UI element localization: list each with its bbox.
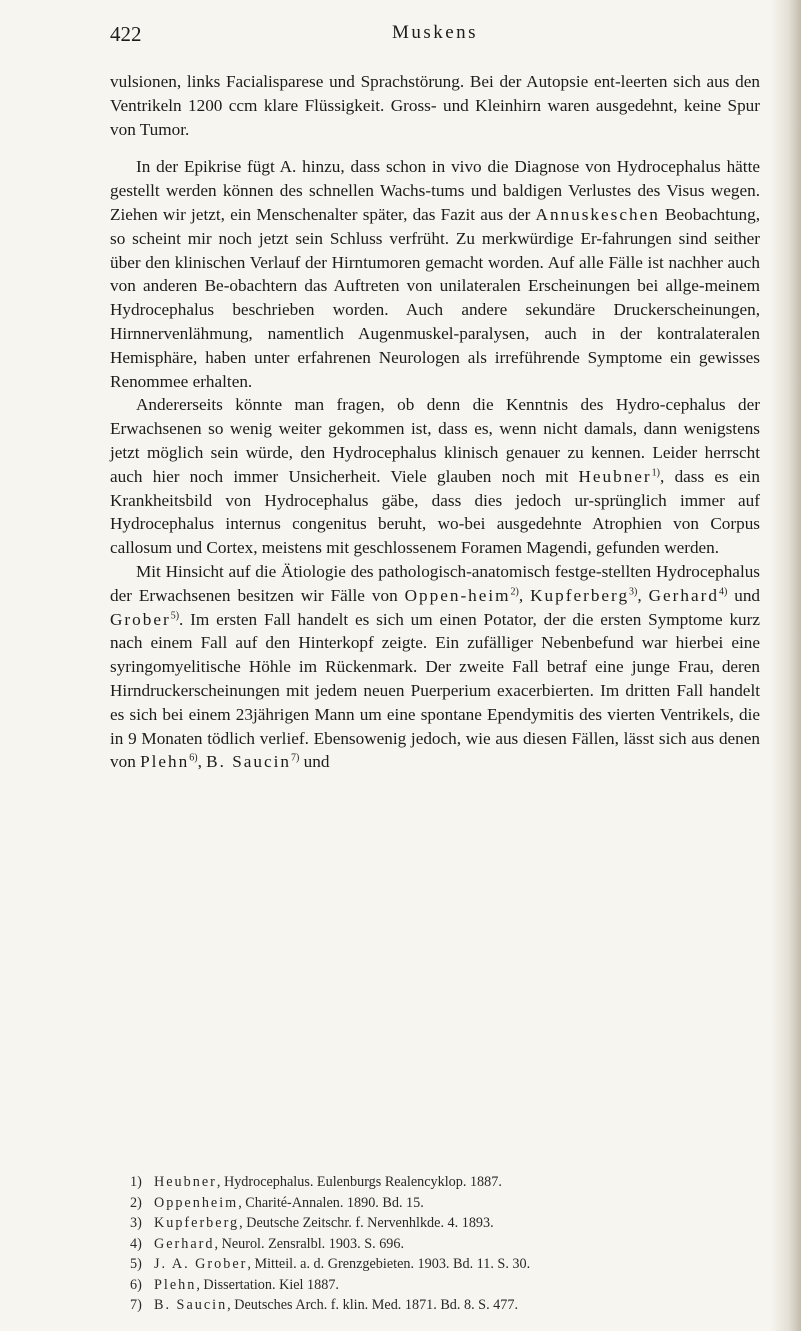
footnote-author: Oppenheim [154,1194,239,1211]
text-run: und [727,585,761,605]
page-number: 422 [110,22,142,46]
author-name: Annuskeschen [535,204,660,224]
text-run: . Im ersten Fall handelt es sich um einen Potator, der die ersten Symptome kurz nach einem Fall auf den Hinterkopf zeigte. Ein zufälliger Nebenbefund war hierbei eine syringomyelitische Höhle im Rückenmark. Der zweite Fall betraf eine junge Frau, deren Hirndruckerscheinungen mit jedem neuen Puerperium exacerbierten. Im dritten Fall handelt es sich bei einem 23jährigen Mann um eine spontane Ependymitis des vierten Ventrikels, die in 9 Monaten tödlich verlief. Ebensowenig jedoch, wie aus diesen Fällen, lässt sich aus denen von [110,609,760,772]
text-run: Andererseits könnte man fragen, ob denn die Kenntnis des Hydro-cephalus der Erwachsenen so wenig weiter gekommen ist, dass es, wenn nicht damals, dann wenigstens jetzt möglich sein würde, den Hydrocephalus klinisch genauer zu kennen. Leider herrscht auch hier noch immer Unsicherheit. Viele glauben noch mit [110,395,760,486]
footnote-number: 2) [130,1194,142,1211]
footnote [130,1193,750,1214]
text-run: vulsionen, links Facialisparese und Sprachstörung. Bei der Autopsie ent-leerten sich aus den Ventrikeln 1200 ccm klare Flüssigkeit. Gross- und Kleinhirn waren ausgedehnt, keine Spur von Tumor. [110,72,760,139]
text-run: , dass es ein Krankheitsbild von Hydrocephalus gäbe, dass dies jedoch ur-sprünglich immer auf Hydrocephalus internus congenitus beruht, wo-bei ausgedehnte Atrophien von Corpus callosum und Cortex, meistens mit geschlossenem Foramen Magendi, gefunden werden. [110,466,760,558]
footnote-author: Plehn [154,1276,197,1293]
footnote-author: Kupferberg [154,1215,240,1231]
author-name: Plehn [140,752,190,772]
footnote [130,1254,750,1275]
author-name: Grober [110,609,171,629]
footnote-number: 5) [130,1256,142,1272]
author-name: Gerhard [648,585,719,605]
author-name: Heubner [578,466,652,486]
footnote-text: , Mitteil. a. d. Grenzgebieten. 1903. Bd. 11. S. 30. [247,1256,531,1272]
footnote-number: 3) [130,1215,142,1231]
footnote-text: , Neurol. Zensralbl. 1903. S. 696. [214,1235,405,1252]
footnote-ref: 5) [170,609,180,621]
text-run: und [299,752,330,772]
paragraph [110,393,760,560]
footnote [130,1213,750,1234]
footnote [130,1234,750,1255]
footnotes [130,1172,750,1316]
text-run: Beobachtung, so scheint mir noch jetzt sein Schluss verfrüht. Zu merkwürdige Er-fahrungen sind seither über den klinischen Verlauf der Hirntumoren gemacht worden. Auf alle Fälle ist nachher auch von anderen Be-obachtern das Auftreten von unilateralen Erscheinungen bei allge-meinem Hydrocephalus beschrieben worden. Auch andere sekundäre Druckerscheinungen, Hirnnervenlähmung, namentlich Augenmuskel-paralysen, auch in der kontralateralen Hemisphäre, haben unter erfahrenen Neurologen als irreführende Symptome ein gewisses Renommee erhalten. [110,204,760,391]
footnote-number: 7) [130,1297,142,1313]
footnote-number: 4) [130,1235,142,1252]
footnote [130,1275,750,1296]
author-name: Oppen-heim [404,585,511,605]
footnote-ref: 3) [629,586,638,597]
page-header [110,22,760,52]
footnote-number: 1) [130,1174,142,1190]
footnote-text: , Dissertation. Kiel 1887. [196,1276,339,1293]
footnote-ref: 7) [291,752,300,764]
running-head: Muskens [391,22,479,43]
footnote-ref: 6) [189,752,198,764]
paragraph [110,70,760,141]
footnote-ref: 2) [510,586,519,597]
paragraph [110,560,760,774]
text-run: , [518,585,531,605]
footnote [130,1172,750,1193]
author-name: B. Saucin [206,752,292,772]
paragraph [110,155,760,393]
text-run: Mit Hinsicht auf die Ätiologie des pathologisch-anatomisch festge-stellten Hydrocephalus der Erwachsenen besitzen wir Fälle von [110,561,760,605]
footnote-ref: 1) [651,467,661,479]
text-run: In der Epikrise fügt A. hinzu, dass schon in vivo die Diagnose von Hydrocephalus hätte gestellt werden können des schnellen Wachs-tums und baldigen Verlustes des Visus wegen. Ziehen wir jetzt, ein Menschenalter später, das Fazit aus der [110,157,760,224]
text-run: , [197,752,207,772]
footnote-text: , Deutsche Zeitschr. f. Nervenhlkde. 4. 1893. [239,1215,494,1231]
text-run: , [637,585,649,605]
footnote [130,1295,750,1316]
body-text [110,70,760,774]
footnote-number: 6) [130,1276,142,1293]
footnote-text: , Hydrocephalus. Eulenburgs Realencyklop. 1887. [216,1174,502,1190]
footnote-author: Heubner [154,1174,217,1190]
footnote-author: Gerhard [154,1235,215,1252]
footnote-text: , Deutsches Arch. f. klin. Med. 1871. Bd. 8. S. 477. [227,1297,518,1313]
footnote-author: J. A. Grober [154,1256,248,1272]
author-name: Kupferberg [530,585,630,605]
footnote-author: B. Saucin [154,1297,228,1313]
footnote-text: , Charité-Annalen. 1890. Bd. 15. [238,1194,424,1211]
footnote-ref: 4) [718,586,728,597]
page-edge-shadow [771,0,801,1331]
